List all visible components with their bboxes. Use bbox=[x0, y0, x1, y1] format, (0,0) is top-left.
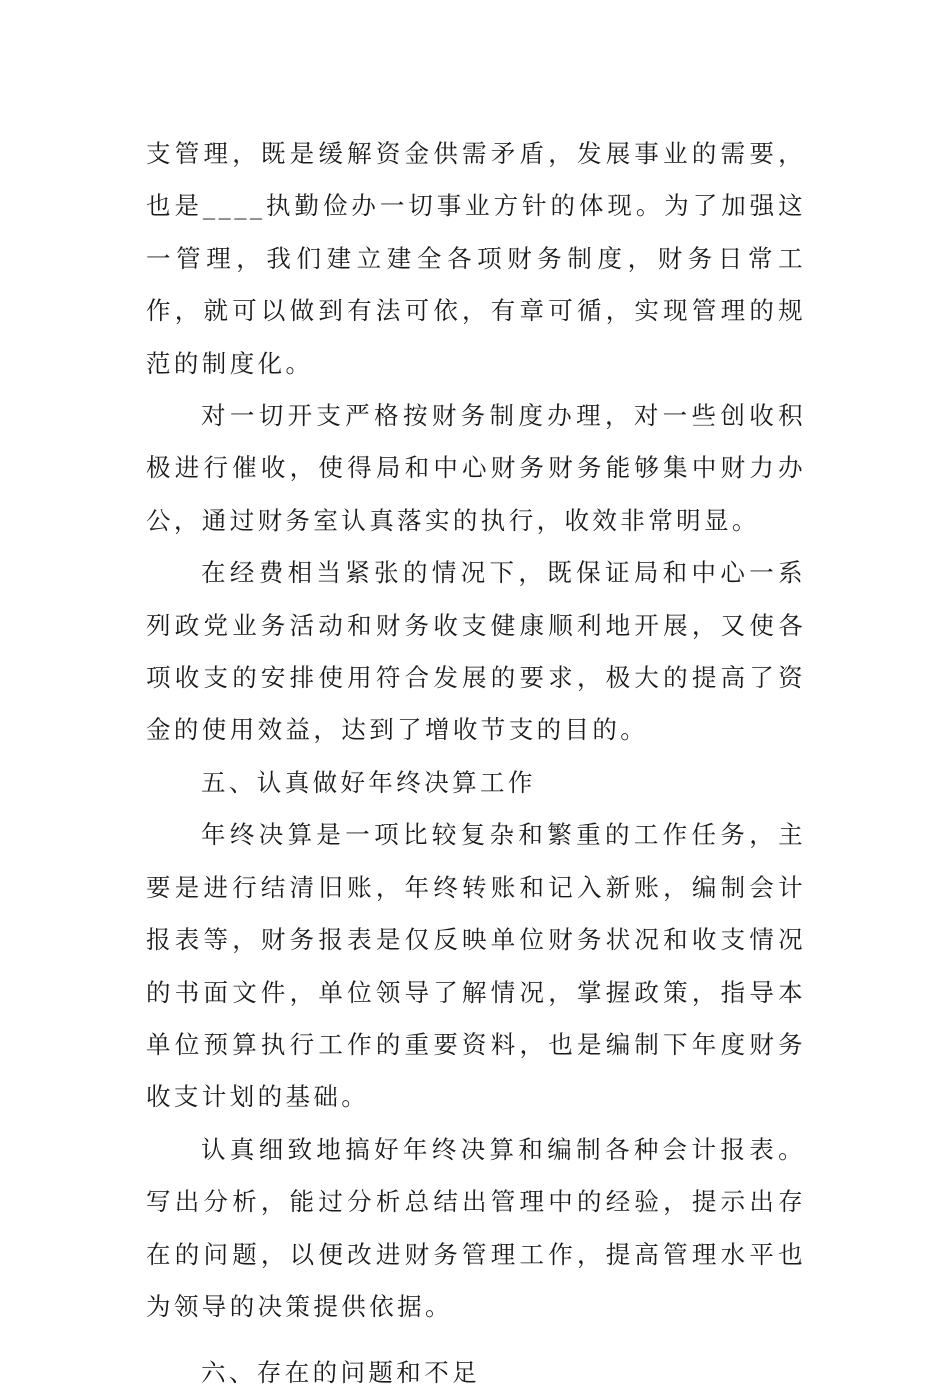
section-heading-year-end-accounts: 五、认真做好年终决算工作 bbox=[201, 767, 536, 797]
document-body bbox=[146, 128, 806, 1400]
paragraph-accounting-reports: 认真细致地搞好年终决算和编制各种会计报表。写出分析，能过分析总结出管理中的经验，提示出存在的问题，以便改进财务管理工作，提高管理水平也为领导的决策提供依据。 bbox=[146, 1134, 806, 1321]
section-heading-problems: 六、存在的问题和不足 bbox=[201, 1358, 480, 1388]
paragraph-financial-management: 支管理，既是缓解资金供需矛盾，发展事业的需要，也是____执勤俭办一切事业方针的体现。为了加强这一管理，我们建立建全各项财务制度，财务日常工作，就可以做到有法可依，有章可循，实现管理的规范的制度化。 bbox=[146, 139, 806, 378]
paragraph-expenditure-control: 对一切开支严格按财务制度办理，对一些创收积极进行催收，使得局和中心财务财务能够集中财力办公，通过财务室认真落实的执行，收效非常明显。 bbox=[146, 401, 806, 535]
paragraph-funding-tension: 在经费相当紧张的情况下，既保证局和中心一系列政党业务活动和财务收支健康顺利地开展，又使各项收支的安排使用符合发展的要求，极大的提高了资金的使用效益，达到了增收节支的目的。 bbox=[146, 558, 806, 745]
paragraph-year-end-accounts: 年终决算是一项比较复杂和繁重的工作任务，主要是进行结清旧账，年终转账和记入新账，编制会计报表等，财务报表是仅反映单位财务状况和收支情况的书面文件，单位领导了解情况，掌握政策，指导本单位预算执行工作的重要资料，也是编制下年度财务收支计划的基础。 bbox=[146, 820, 806, 1112]
